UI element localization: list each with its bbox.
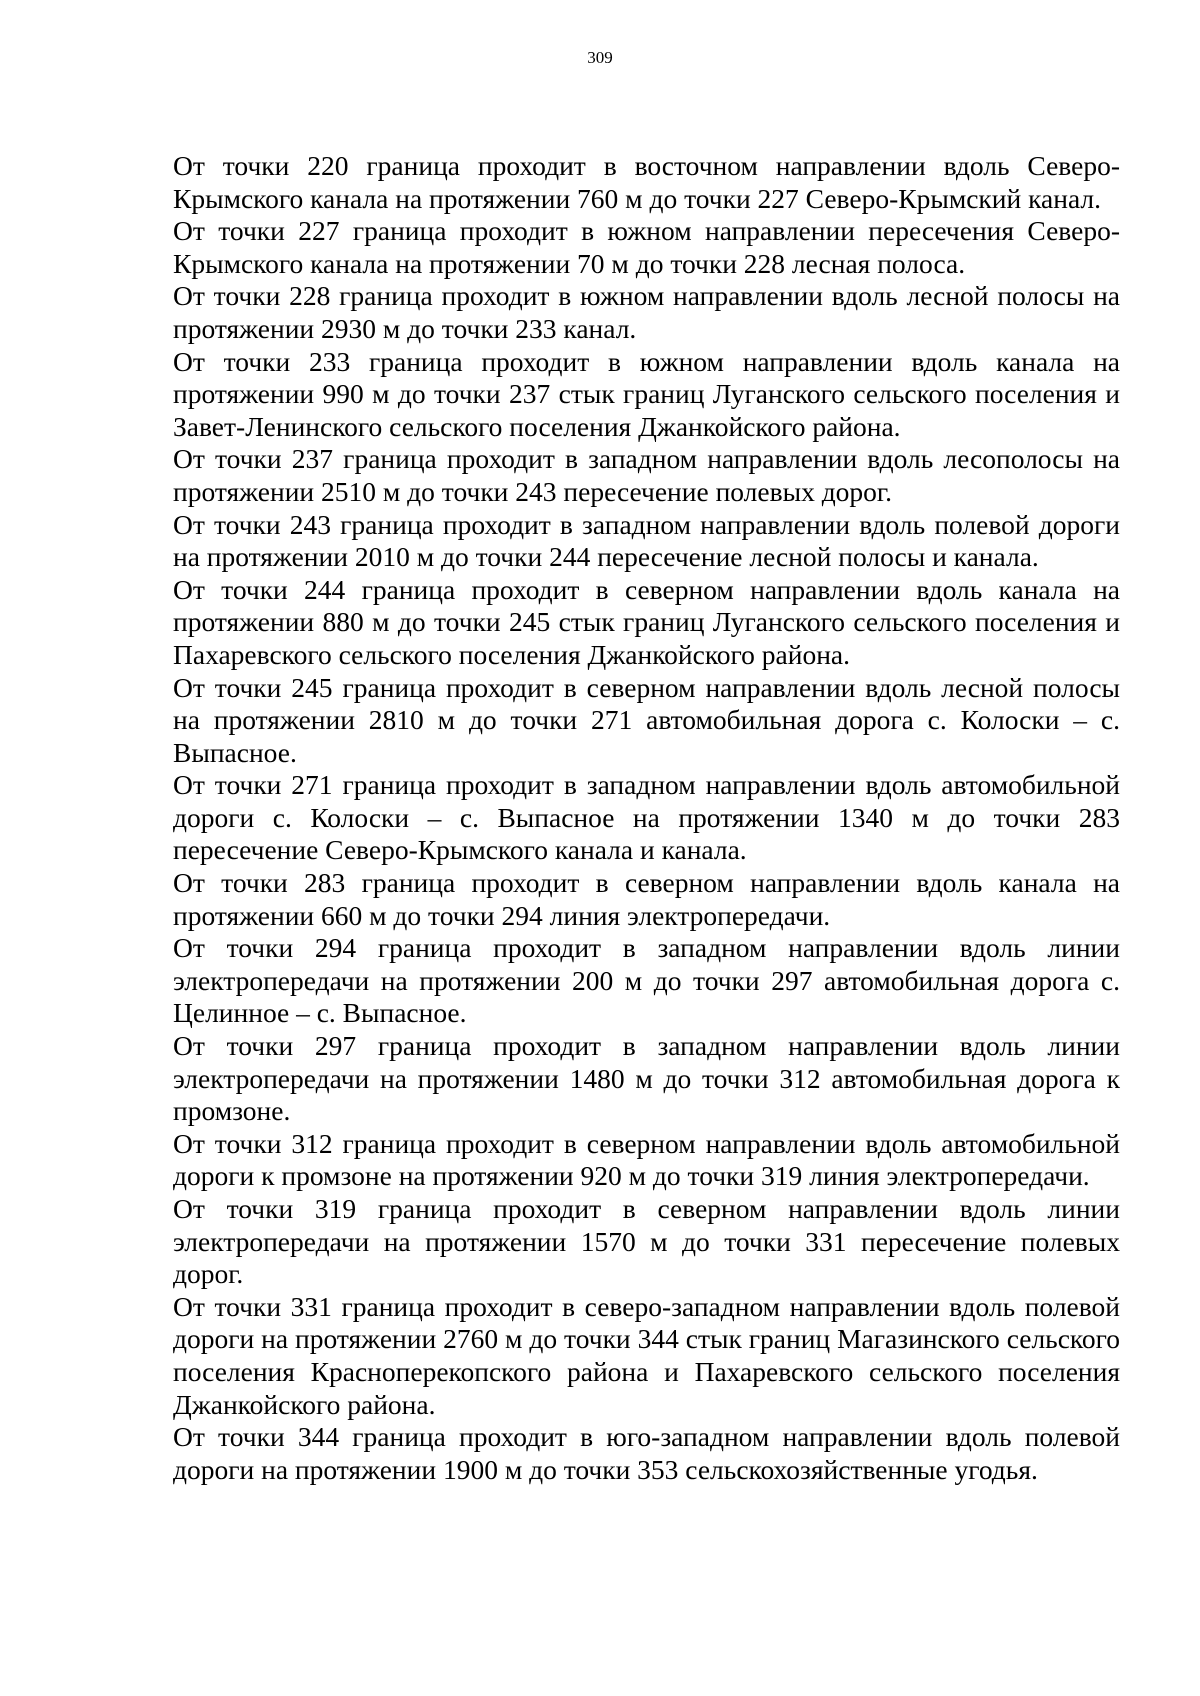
paragraph-point-344: От точки 344 граница проходит в юго-западном направлении вдоль полевой дороги на протяжении 1900 м до точки 353 сельскохозяйственные угодья.: [173, 1421, 1120, 1485]
paragraph-point-220: От точки 220 граница проходит в восточном направлении вдоль Северо-Крымского канала на протяжении 760 м до точки 227 Северо-Крымский канал.: [173, 150, 1120, 214]
paragraph-point-297: От точки 297 граница проходит в западном направлении вдоль линии электропередачи на протяжении 1480 м до точки 312 автомобильная дорога к промзоне.: [173, 1030, 1120, 1127]
paragraph-point-233: От точки 233 граница проходит в южном направлении вдоль канала на протяжении 990 м до точки 237 стык границ Луганского сельского поселения и Завет-Ленинского сельского поселения Джанкойского района.: [173, 345, 1120, 442]
paragraph-point-237: От точки 237 граница проходит в западном направлении вдоль лесополосы на протяжении 2510 м до точки 243 пересечение полевых дорог.: [173, 443, 1120, 507]
paragraph-point-245: От точки 245 граница проходит в северном направлении вдоль лесной полосы на протяжении 2810 м до точки 271 автомобильная дорога с. Колоски – с. Выпасное.: [173, 671, 1120, 768]
paragraph-point-319: От точки 319 граница проходит в северном направлении вдоль линии электропередачи на протяжении 1570 м до точки 331 пересечение полевых дорог.: [173, 1193, 1120, 1290]
paragraph-point-228: От точки 228 граница проходит в южном направлении вдоль лесной полосы на протяжении 2930 м до точки 233 канал.: [173, 280, 1120, 344]
paragraph-point-271: От точки 271 граница проходит в западном направлении вдоль автомобильной дороги с. Колоски – с. Выпасное на протяжении 1340 м до точки 283 пересечение Северо-Крымского канала и канала.: [173, 769, 1120, 866]
page-number: 309: [587, 48, 613, 67]
paragraph-point-283: От точки 283 граница проходит в северном направлении вдоль канала на протяжении 660 м до точки 294 линия электропередачи.: [173, 867, 1120, 931]
paragraph-point-312: От точки 312 граница проходит в северном направлении вдоль автомобильной дороги к промзоне на протяжении 920 м до точки 319 линия электропередачи.: [173, 1127, 1120, 1192]
paragraph-point-227: От точки 227 граница проходит в южном направлении пересечения Северо-Крымского канала на протяжении 70 м до точки 228 лесная полоса.: [173, 215, 1120, 279]
paragraph-point-331: От точки 331 граница проходит в северо-западном направлении вдоль полевой дороги на протяжении 2760 м до точки 344 стык границ Магазинского сельского поселения Красноперекопского района и Пахаревского сельского поселения Джанкойского района.: [173, 1290, 1120, 1420]
paragraph-point-244: От точки 244 граница проходит в северном направлении вдоль канала на протяжении 880 м до точки 245 стык границ Луганского сельского поселения и Пахаревского сельского поселения Джанкойского района.: [173, 573, 1120, 670]
paragraph-point-294: От точки 294 граница проходит в западном направлении вдоль линии электропередачи на протяжении 200 м до точки 297 автомобильная дорога с. Целинное – с. Выпасное.: [173, 932, 1120, 1029]
paragraph-point-243: От точки 243 граница проходит в западном направлении вдоль полевой дороги на протяжении 2010 м до точки 244 пересечение лесной полосы и канала.: [173, 508, 1120, 573]
document-body: [173, 150, 1120, 1486]
